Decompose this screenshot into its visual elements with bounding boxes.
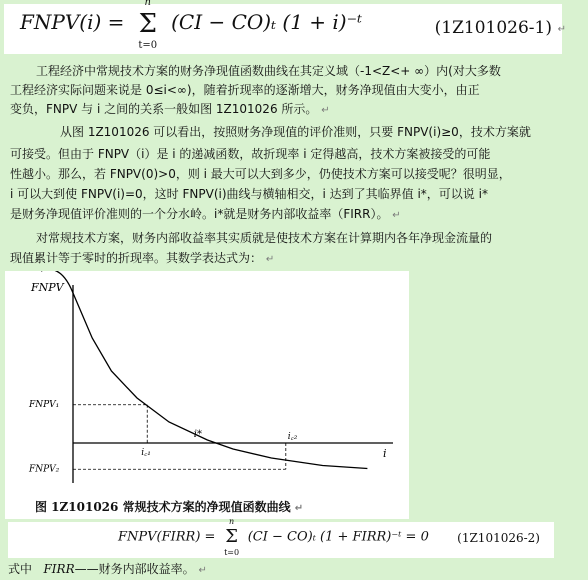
paragraph-line: 从图 1Z101026 可以看出，按照财务净现值的评价准则，只要 FNPV(i)≥0，技术方案就 (60, 125, 531, 139)
npv-chart-svg (5, 271, 409, 519)
paragraph-line: 工程经济中常规技术方案的财务净现值函数曲线在其定义域（-1<Z<+ ∞）内(对大多数 (36, 64, 501, 78)
paragraph-line: 是财务净现值评价准则的一个分水岭。i*就是财务内部收益率（FIRR）。 ↵ (10, 207, 401, 221)
paragraph-line: 性越小。那么，若 FNPV(0)>0，则 i 最大可以大到多少，仍使技术方案可以接受呢？很明显， (10, 167, 511, 181)
sigma-glyph: Σ (225, 526, 238, 547)
formula-2-lhs: FNPV(FIRR) = (118, 529, 216, 545)
sum-lower-limit: t=0 (224, 548, 240, 557)
where-symbol: FIRR (43, 562, 75, 576)
x-axis-label: i (383, 447, 387, 460)
formula-1-lhs: FNPV(i) = (20, 10, 125, 34)
formula-2-body: (CI − CO)ₜ (1 + FIRR)⁻ᵗ = 0 (247, 529, 429, 545)
return-mark: ↵ (321, 105, 330, 116)
return-mark: ↵ (198, 565, 207, 576)
formula-2-expression (118, 517, 429, 557)
paragraph-line: 现值累计等于零时的折现率。其数学表达式为： ↵ (10, 251, 275, 265)
return-mark: ↵ (294, 503, 304, 514)
paragraph-line: 对常规技术方案，财务内部收益率其实质就是使技术方案在计算期内各年净现金流量的 (36, 231, 493, 245)
irr-root-label: i* (193, 429, 203, 440)
summation-symbol (223, 517, 241, 557)
formula-1 (4, 0, 566, 54)
summation-symbol (135, 0, 161, 51)
y-axis-label: FNPV (31, 281, 64, 294)
variable-definition (8, 560, 207, 577)
return-mark: ↵ (557, 24, 566, 35)
where-description: ——财务内部收益率。 (74, 562, 195, 576)
paragraph-line: i 可以大到使 FNPV(i)=0，这时 FNPV(i)曲线与横轴相交，i 达到了其临界值 i*，可以说 i* (10, 187, 488, 201)
i2-label: i꜀₂ (287, 432, 298, 442)
formula-1-number: (1Z101026-1) (434, 18, 552, 38)
return-mark: ↵ (392, 210, 401, 221)
sigma-glyph: Σ (138, 8, 157, 39)
sum-lower-limit: t=0 (138, 39, 158, 51)
paragraph-line: 变负，FNPV 与 i 之间的关系一般如图 1Z101026 所示。 ↵ (10, 102, 330, 116)
npv-curve (41, 271, 367, 469)
sum-upper-limit: n (144, 0, 151, 8)
formula-2 (8, 517, 554, 558)
fnpv1-label: FNPV₁ (29, 399, 60, 410)
where-prefix: 式中 (8, 562, 33, 576)
i1-label: i꜀₁ (141, 448, 151, 458)
paragraph-line: 可接受。但由于 FNPV（i）是 i 的递减函数，故折现率 i 定得越高，技术方案被接受的可能 (10, 147, 491, 161)
figure-caption: 图 1Z101026 常规技术方案的净现值函数曲线 ↵ (35, 500, 304, 514)
return-mark: ↵ (265, 254, 275, 265)
formula-1-expression (20, 0, 363, 51)
sum-upper-limit: n (229, 517, 235, 526)
fnpv2-label: FNPV₂ (29, 464, 60, 475)
paragraph-line: 工程经济实际问题来说是 0≤i<∞)，随着折现率的逐渐增大，财务净现值由大变小，由正 (10, 83, 480, 97)
formula-1-body: (CI − CO)ₜ (1 + i)⁻ᵗ (171, 10, 363, 34)
npv-chart (5, 271, 409, 519)
formula-2-number: (1Z101026-2) (457, 531, 540, 545)
